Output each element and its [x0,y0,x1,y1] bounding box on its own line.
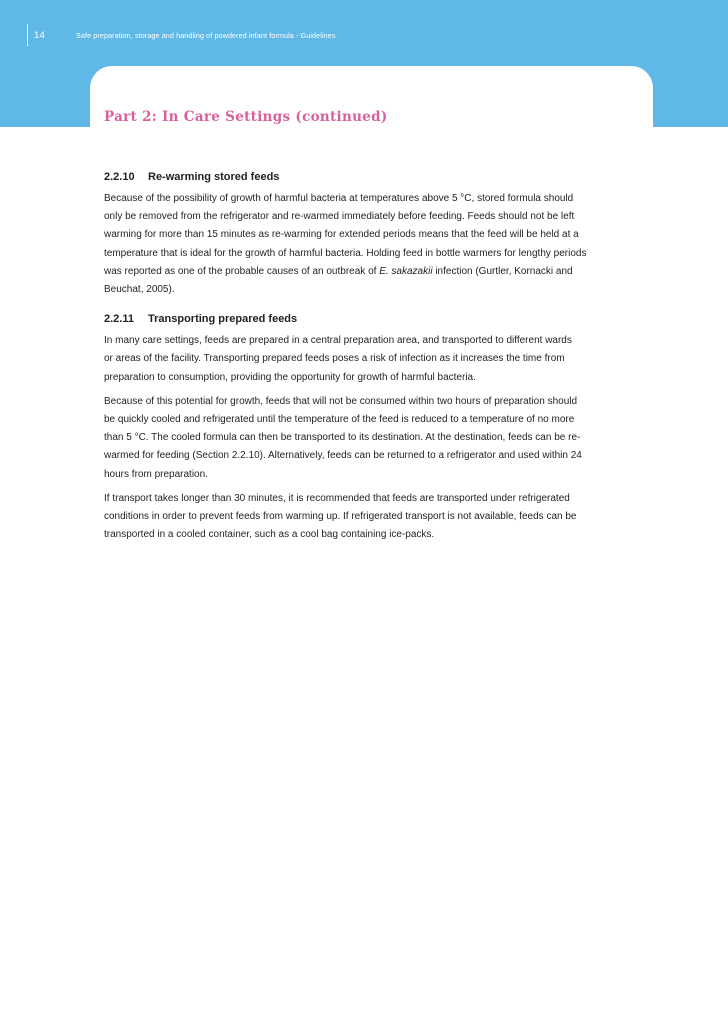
paragraph [104,190,649,299]
paragraph [104,490,649,545]
text-line: than 5 °C. The cooled formula can then be transported to its destination. At the destination, feeds can be re- [104,432,581,444]
text-line [104,263,649,281]
text-line: conditions in order to prevent feeds from warming up. If refrigerated transport is not available, feeds can be [104,511,577,523]
text-line: temperature that is ideal for the growth of harmful bacteria. Holding feed in bottle warmers for lengthy periods [104,247,587,259]
body-content [104,169,649,550]
text-line: Because of this potential for growth, feeds that will not be consumed within two hours of preparation should [104,395,578,407]
subsection-number: 2.2.10 [104,171,135,183]
text-line: In many care settings, feeds are prepared in a central preparation area, and transported to different wards [104,335,572,347]
text-line: be quickly cooled and refrigerated until the temperature of the feed is reduced to a temperature of no more [104,414,575,426]
text-line: If transport takes longer than 30 minutes, it is recommended that feeds are transported under refrigerated [104,492,570,504]
header-divider [27,24,28,46]
organism-name: E. sakazakii [379,265,433,277]
text-line: Because of the possibility of growth of harmful bacteria at temperatures above 5 °C, stored formula should [104,193,574,204]
text-line: transported in a cooled container, such as a cool bag containing ice-packs. [104,529,435,541]
text-line: hours from preparation. [104,468,208,480]
text-line: only be removed from the refrigerator and re-warmed immediately before feeding. Feeds should not be left [104,211,575,223]
subsection-title: Transporting prepared feeds [148,313,298,326]
text-line: warming for more than 15 minutes as re-warming for extended periods means that the feed will be held at a [104,229,579,241]
subsection-number: 2.2.11 [104,313,134,326]
paragraph [104,332,649,387]
paragraph [104,393,649,484]
section-heading: Part 2: In Care Settings (continued) [104,109,388,125]
text-line: warmed for feeding (Section 2.2.10). Alternatively, feeds can be returned to a refrigerator and used within 24 [104,450,582,462]
subsection-heading-2-2-10 [104,169,649,186]
text-segment: was reported as one of the probable causes of an outbreak of [104,265,380,277]
text-line: preparation to consumption, providing the opportunity for growth of harmful bacteria. [104,371,476,383]
subsection-title: Re-warming stored feeds [148,171,280,183]
page-number: 14 [34,30,45,41]
text-line: or areas of the facility. Transporting prepared feeds poses a risk of infection as it increases the time from [104,353,565,365]
text-line: Beuchat, 2005). [104,284,175,296]
subsection-heading-2-2-11 [104,311,649,328]
running-title: Safe preparation, storage and handling of powdered infant formula - Guidelines [76,31,336,40]
text-segment: infection (Gurtler, Kornacki and [432,265,573,277]
